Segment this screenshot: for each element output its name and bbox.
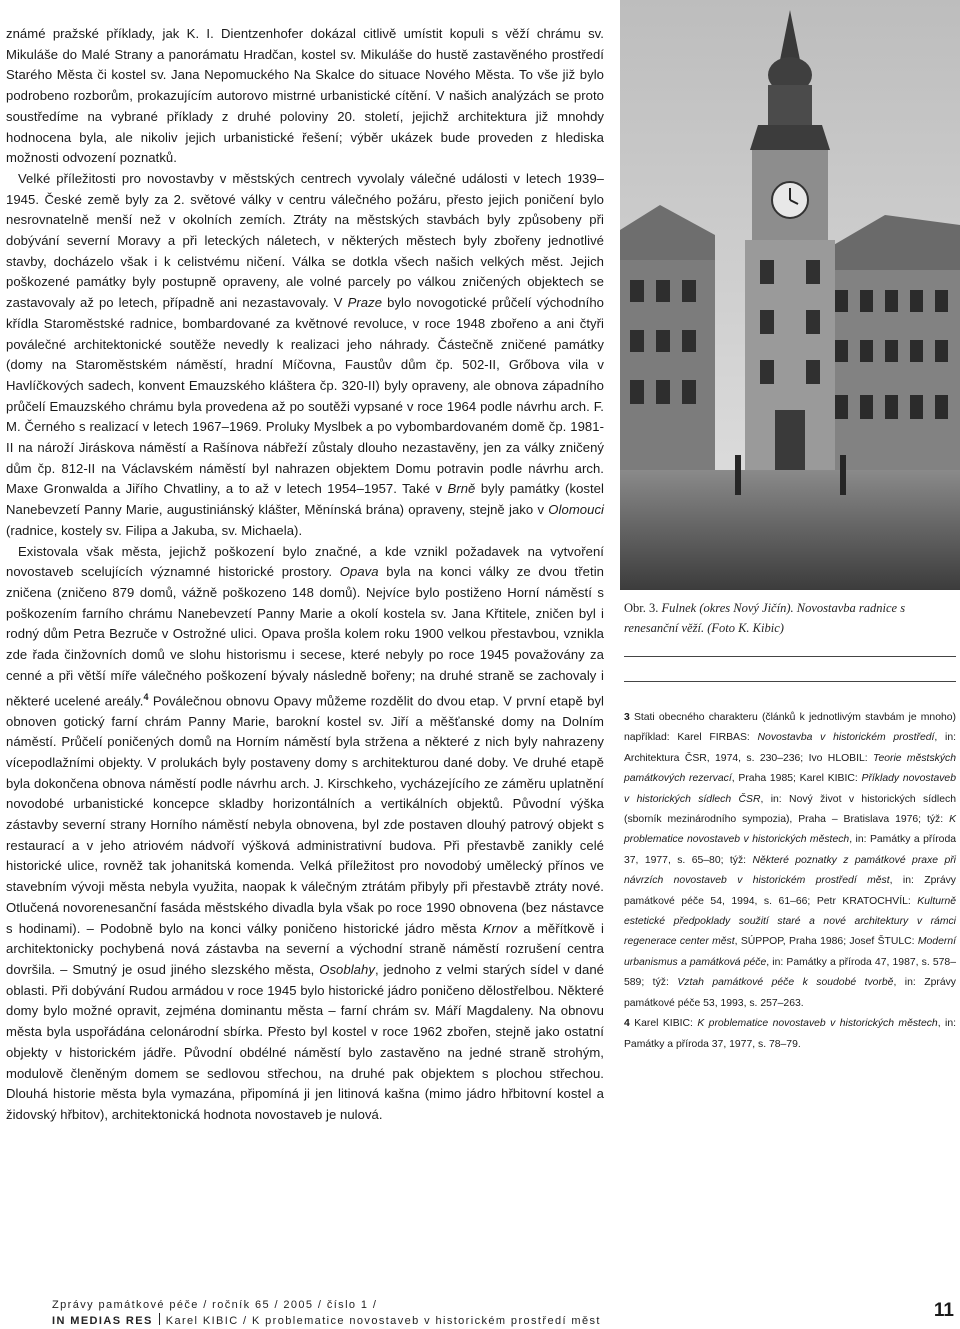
figure-caption-text: Fulnek (okres Nový Jičín). Novostavba radnice s renesanční věží. (Foto K. Kibic) [624,601,906,635]
footer-separator [159,1313,160,1325]
footnote-4: 4 Karel KIBIC: K problematice novostaveb v historických městech, in: Památky a příroda 37, 1977, s. 78–79. [624,1018,956,1050]
paragraph-1: známé pražské příklady, jak K. I. Dientzenhofer dokázal citlivě umístit kopuli s věží chrámu sv. Mikuláše do Malé Strany a panorámatu Hradčan, kostel sv. Mikuláše do hustě zastavěného prostředí Starého Města či kostel sv. Jana Nepomuckého Na Skalce do situace Nového Města. To vše již bylo podrobeno rozborům, prokazujícím autorovo mistrné urbanistické cítění. V našich analýzách se proto soustředíme na vybrané příklady z druhé poloviny 20. století, jejichž architektura již mnohdy hodnocena byla, ale nikoliv jejich urbanistické řešení; výběr ukázek bude proveden z hlediska možnosti odvození poznatků. [6,26,604,166]
section-name: IN MEDIAS RES [52,1315,153,1327]
divider-top [624,656,956,657]
footnote-ref-4[interactable]: 4 [143,691,149,702]
divider-bottom [624,681,956,682]
paragraph-3: Existovala však města, jejichž poškození bylo značné, a kde vznikl požadavek na vytvoření novostaveb scelujících významné historické prostory. Opava byla na konci války ze dvou třetin zničena (zničeno 879 domů, vážně poškozeno 148 domů). Nejvíce bylo postiženo Horní náměstí s poškozením farního chrámu Nanebevzetí Panny Marie a okolí kostela sv. Jana Křtitele, zničen byl i rodný dům Petra Bezruče v Ostrožné ulici. Opava prošla kolem roku 1900 velkou přestavbou, vznikla zde řada činžovních domů ve slohu historismu i secese, které nebyly po roce 1945 považovány za cenné a při větší míře válečného poškození bývaly následně bořeny; na druhé straně se zachovaly i některé ucelené areály.$^4$ Poválečnou obnovu Opavy můžeme rozdělit do dvou etap. V první etapě byl obnoven gotický farní chrám Panny Marie, barokní kostel sv. Jiří a měšťanské domy na Dolním náměstí. Průčelí poničených domů na Horním náměstí byla stržena a některé z nich byly nahrazeny vícepodlažními objekty. V prolukách byly postaveny domy s architekturou dané doby. Ve druhé etapě byla dokončena obnova náměstí podle návrhu arch. J. Kirschkeho, vycházejícího ze záměru uplatnění novodobé urbanistické koncepce skladby horizontálních a vertikálních objektů. Původní výška zástavby severní strany Horního náměstí nebyla obnovena, byl zde postaven dlouhý patrový objekt s restaurací a v jeho atriovém nádvoří výšková administrativní budova. Při přestavbě zanikly celé historické ulice, rovněž tak johanitská komenda. Velká příležitost pro novodobý umělecký přínos ve stavebním vývoji města nebyla využita, naopak k válečným ztrátám přibyly při přestavbě ztráty nové. Otlučená novorenesanční fasáda městského divadla byla však po roce 1990 obnovena (bez nástavce s hodinami). – Podobně bylo na konci války poničeno historické jádro města Krnov a měřítkově i architektonicky pochybená nová zástavba na severní a východní straně náměstí rozrušení centra dovršila. – Smutný je osud jiného slezského města, Osoblahy, jednoho z velmi starých sídel v dané oblasti. Při dobývání Rudou armádou v roce 1945 bylo historické jádro poničeno dělostřelbou. Některé domy bylo možné opravit, zejména dominantu města – farní chrám sv. Máří Magdaleny. Na obnovu města byla uspořádána celonárodní sbírka. Přesto byl kostel v roce 1962 zbořen, stejně jako ostatní objekty v historickém jádře. Původní obdélné náměstí bylo zastavěno na jedné straně strohým, modulově členěným domem se sedlovou střechou, na druhé pak objektem s plochou střechou. Dlouhá historie města byla vymazána, připomíná ji jen litinová kašna (mimo jádro hřbitovní kostel a židovský hřbitov), architektonická hodnota novostaveb je nulová. [6,543,605,1122]
page-number: 11 [933,1300,954,1321]
main-article-text [6,24,604,1126]
article-reference: Karel KIBIC / K problematice novostaveb v historickém prostředí měst [165,1315,601,1327]
page-footer [52,1297,932,1329]
footnote-3: 3 Stati obecného charakteru (článků k jednotlivým stavbám je mnoho) například: Karel FIRBAS: Novostavba v historickém prostředí, in: Architektura ČSR, 1974, s. 230–236; Ivo HLOBIL: Teorie městských památkových rezervací, Praha 1985; Karel KIBIC: Příklady novostaveb v historických sídlech ČSR, in: Nový život v historických sídlech (sborník mezinárodního sympozia), Praha – Bratislava 1976; týž: K problematice novostaveb v historických městech, in: Památky a příroda 37, 1977, s. 65–80; týž: Některé poznatky z památkové praxe při návrzích novostaveb v historickém prostředí měst, in: Zprávy památkové péče 54, 1994, s. 61–66; Petr KRATOCHVÍL: Kulturně estetické předpoklady soužití staré a nové architektury v rámci regenerace center měst, SÚPPOP, Praha 1986; Josef ŠTULC: Moderní urbanismus a památková péče, in: Památky a příroda 47, 1987, s. 578–589; týž: Vztah památkové péče k soudobé tvorbě, in: Zprávy památkové péče 53, 1993, s. 257–263. [624,712,957,1009]
town-hall-illustration [620,0,960,590]
paragraph-2: Velké příležitosti pro novostavby v městských centrech vyvolaly válečné události v letech 1939–1945. České země byly za 2. světové války v centru válečného požáru, přesto jejich poničení bylo nesrovnatelně menší než v okolních zemích. Ztráty na městských stavbách byly způsobeny při dobývání severní Moravy a při leteckých náletech, v některých městech byly zbořeny jednotlivé stavby, docházelo však i k celistvému ničení. Válka se dotkla všech našich velkých měst. Jejich poškozené památky byly postupně opraveny, ale volné parcely po válkou zničených objektech se zastavovaly až po letech, případně ani nezastavovaly. V Praze bylo novogotické průčelí východního křídla Staroměstské radnice, bombardované za květnové revoluce, v roce 1948 zbořeno a ani čtyři poválečné architektonické soutěže nevedly k realizaci jeho náhrady. Částečně zničené památky (domy na Staroměstském náměstí, hradní Míčovna, Faustův dům čp. 502-II, Grőbova vila v Havlíčkových sadech, konvent Emauzského kláštera čp. 320-II) byly opraveny, ale obnova západního průčelí Emauzského chrámu byla provedena až po soutěži vypsané v roce 1964 podle návrhu arch. F. M. Černého s realizací v letech 1967–1969. Proluky Myslbek a po vybombardovaném domě čp. 1981-II na nároží Jiráskova náměstí a Rašínova nábřeží zůstaly dlouho nezastavěny, jen za války zničený dům čp. 812-II na Václavském náměstí byl nahrazen objektem Domu potravin podle návrhu arch. Maxe Gronwalda a Jiřího Chvatliny, a to až v letech 1954–1957. Také v Brně byly památky (kostel Nanebevzetí Panny Marie, augustiniánský klášter, Měnínská brána) opraveny, stejně jako v Olomouci (radnice, kostely sv. Filipa a Jakuba, sv. Michaela). [6,170,604,538]
journal-info: Zprávy památkové péče / ročník 65 / 2005 / číslo 1 / [52,1299,378,1311]
figure-caption [624,598,956,638]
figure-label: Obr. 3. [624,601,659,615]
town-hall-photo [620,0,960,590]
footnotes [624,708,956,1055]
